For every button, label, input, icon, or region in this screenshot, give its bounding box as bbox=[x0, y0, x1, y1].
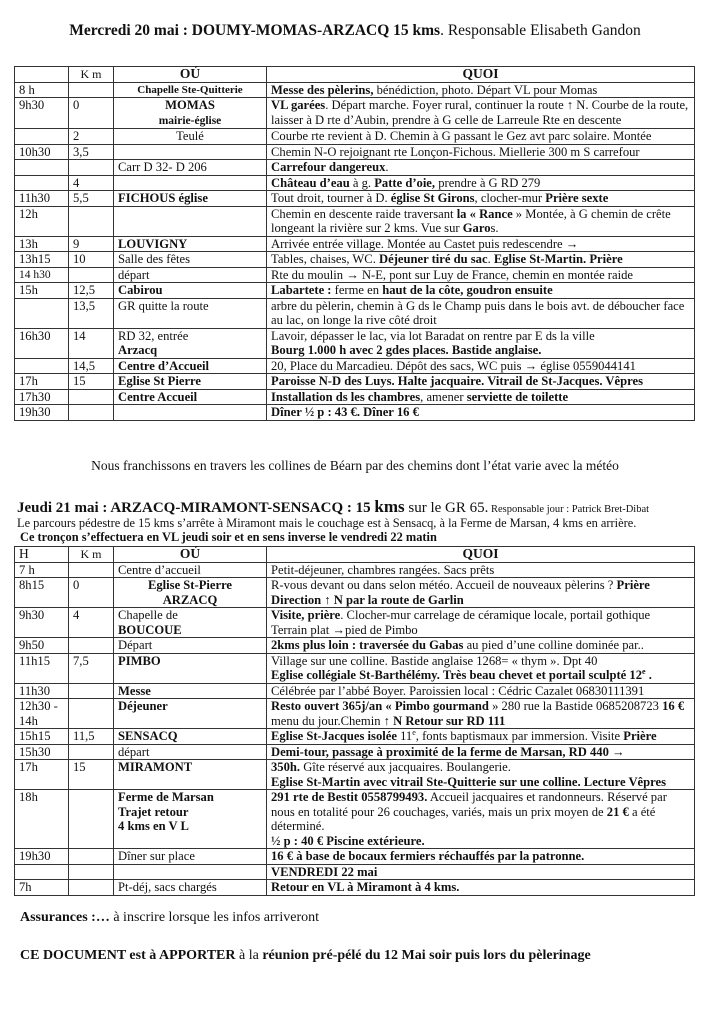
cell-km bbox=[69, 790, 114, 849]
text-run: Déjeuner tiré du sac bbox=[379, 252, 488, 266]
cell-time: 19h30 bbox=[15, 849, 69, 865]
table-row bbox=[15, 206, 695, 236]
header-km: K m bbox=[69, 547, 114, 563]
table-row bbox=[15, 82, 695, 98]
cell-km bbox=[69, 699, 114, 729]
cell-description bbox=[267, 206, 695, 236]
cell-time: 11h15 bbox=[15, 653, 69, 683]
cell-location bbox=[114, 578, 267, 608]
text-run: CE DOCUMENT est à APPORTER bbox=[20, 948, 236, 963]
cell-time: 11h30 bbox=[15, 683, 69, 699]
table-row bbox=[15, 578, 695, 608]
cell-location bbox=[114, 206, 267, 236]
cell-location bbox=[114, 849, 267, 865]
text-run: Assurances :… bbox=[20, 910, 110, 925]
text-run: Paroisse N-D des Luys. Halte jacquaire. Vitrail de St-Jacques. Vêpres bbox=[271, 374, 643, 388]
text-run: 16 € bbox=[662, 699, 685, 713]
cell-km: 14,5 bbox=[69, 358, 114, 374]
text-run: Teulé bbox=[176, 129, 204, 143]
text-run: Courbe rte revient à D. Chemin à G passant le Gez avt parc solaire. Montée bbox=[271, 129, 652, 143]
table-row bbox=[15, 144, 695, 160]
text-run: Départ bbox=[118, 638, 153, 652]
cell-description bbox=[267, 298, 695, 328]
cell-description bbox=[267, 267, 695, 283]
table-header-row bbox=[15, 67, 695, 83]
cell-time bbox=[15, 358, 69, 374]
table-row bbox=[15, 405, 695, 421]
text-run: Eglise St-Jacques isolée bbox=[271, 729, 397, 743]
cell-time: 13h15 bbox=[15, 252, 69, 268]
cell-km bbox=[69, 880, 114, 896]
cell-description bbox=[267, 374, 695, 390]
text-run: R-vous devant ou dans selon météo. Accueil de nouveaux pèlerins ? bbox=[271, 578, 617, 592]
text-run: Demi-tour, passage à proximité de la ferme de Marsan, RD 440 bbox=[271, 744, 609, 759]
text-run: 350h. bbox=[271, 760, 301, 774]
text-run: 4 kms en V L bbox=[118, 819, 189, 833]
text-run: 2kms plus loin : traversée du Gabas bbox=[271, 638, 464, 652]
table-row bbox=[15, 608, 695, 638]
cell-description bbox=[267, 283, 695, 299]
table-row bbox=[15, 683, 695, 699]
cell-time: 8 h bbox=[15, 82, 69, 98]
cell-location bbox=[114, 608, 267, 638]
cell-time: 12h bbox=[15, 206, 69, 236]
text-run: Pt-déj, sacs chargés bbox=[118, 880, 217, 894]
text-run: . bbox=[385, 160, 389, 174]
text-run: bénédiction, photo. Départ VL pour Momas bbox=[373, 82, 598, 97]
day2-schedule-table bbox=[14, 546, 695, 896]
cell-location bbox=[114, 175, 267, 191]
text-run: départ bbox=[118, 267, 150, 282]
cell-km: 11,5 bbox=[69, 729, 114, 745]
cell-km bbox=[69, 82, 114, 98]
table-row bbox=[15, 653, 695, 683]
cell-location bbox=[114, 374, 267, 390]
cell-location bbox=[114, 699, 267, 729]
text-run: Petit-déjeuner, chambres rangées. Sacs prêts bbox=[271, 562, 495, 577]
table-row bbox=[15, 191, 695, 207]
text-run: Dîner ½ p : 43 €. Dîner 16 € bbox=[271, 405, 419, 419]
cell-km bbox=[69, 864, 114, 880]
cell-location bbox=[114, 729, 267, 745]
day1-schedule-table bbox=[14, 66, 695, 421]
text-run: » 280 rue la Bastide 0685208723 bbox=[488, 699, 663, 713]
cell-description bbox=[267, 358, 695, 374]
header-km: K m bbox=[69, 67, 114, 83]
day2-note: Ce tronçon s’effectuera en VL jeudi soir et en sens inverse le vendredi 22 matin bbox=[20, 530, 437, 544]
text-run: Carr D 32- D 206 bbox=[118, 160, 207, 174]
cell-location bbox=[114, 864, 267, 880]
text-run: N Retour sur RD 111 bbox=[393, 713, 506, 728]
table-row bbox=[15, 358, 695, 374]
cell-description bbox=[267, 175, 695, 191]
text-run: Déjeuner bbox=[118, 699, 168, 713]
header-quoi: QUOI bbox=[267, 67, 695, 83]
text-run: Tout droit, tourner à D. bbox=[271, 191, 391, 205]
cell-location bbox=[114, 760, 267, 790]
cell-description bbox=[267, 638, 695, 654]
table-row bbox=[15, 252, 695, 268]
text-run: Messe des pèlerins, bbox=[271, 82, 374, 97]
cell-description bbox=[267, 744, 695, 760]
text-run: VENDREDI 22 mai bbox=[271, 864, 378, 879]
text-run: Mercredi 20 mai : DOUMY-MOMAS-ARZACQ 15 kms bbox=[69, 22, 441, 39]
day2-intro: Le parcours pédestre de 15 kms s’arrête à Miramont mais le couchage est à Sensacq, à la Ferme de Marsan, 4 kms en arrière. bbox=[17, 516, 637, 530]
cell-description bbox=[267, 864, 695, 880]
cell-description bbox=[267, 82, 695, 98]
cell-location bbox=[114, 252, 267, 268]
text-run: ARZACQ bbox=[162, 592, 218, 607]
text-run: » Montée, à G chemin de crête longeant la rivière sur 2 kms. Vue sur bbox=[271, 206, 671, 235]
cell-description bbox=[267, 144, 695, 160]
cell-km: 15 bbox=[69, 374, 114, 390]
text-run: Cabirou bbox=[118, 283, 163, 297]
text-run: à g. bbox=[349, 175, 375, 190]
text-run: à inscrire lorsque les infos arriveront bbox=[109, 910, 319, 925]
table-row bbox=[15, 267, 695, 283]
cell-km: 5,5 bbox=[69, 191, 114, 207]
text-run: Garo bbox=[462, 221, 491, 235]
cell-description bbox=[267, 252, 695, 268]
table-row bbox=[15, 283, 695, 299]
text-run: Gîte réservé aux jacquaires. Boulangerie. bbox=[300, 760, 511, 774]
text-run: Visite, prière bbox=[271, 608, 341, 622]
table-row bbox=[15, 389, 695, 405]
cell-location bbox=[114, 298, 267, 328]
text-run: ferme en bbox=[331, 283, 383, 297]
text-run: → bbox=[608, 744, 625, 759]
table-row bbox=[15, 328, 695, 358]
text-run: Labartete : bbox=[271, 283, 332, 297]
cell-description bbox=[267, 405, 695, 421]
day2-title bbox=[17, 497, 649, 517]
text-run: menu du jour.Chemin ↑ bbox=[271, 713, 394, 728]
cell-location bbox=[114, 790, 267, 849]
cell-description bbox=[267, 562, 695, 578]
text-run: Eglise St-Martin avec vitrail Ste-Quitterie sur une colline. Lecture Vêpres bbox=[271, 774, 666, 789]
text-run: Retour en VL à Miramont à 4 kms. bbox=[271, 880, 460, 894]
day2-title-rest: sur le GR 65. bbox=[404, 500, 489, 516]
cell-time: 16h30 bbox=[15, 328, 69, 358]
text-run: a été déterminé. bbox=[271, 804, 656, 833]
text-run: Célébrée par l’abbé Boyer. Paroissien local : Cédric Cazalet 06830111391 bbox=[271, 683, 645, 698]
text-run: LOUVIGNY bbox=[118, 236, 188, 251]
table-row bbox=[15, 760, 695, 790]
text-run: Trajet retour bbox=[118, 804, 189, 819]
text-run: PIMBO bbox=[118, 653, 161, 668]
text-run: . Responsable Elisabeth Gandon bbox=[440, 22, 641, 39]
cell-km bbox=[69, 267, 114, 283]
cell-location bbox=[114, 267, 267, 283]
cell-time: 17h30 bbox=[15, 389, 69, 405]
table-row bbox=[15, 562, 695, 578]
cell-time: 9h30 bbox=[15, 98, 69, 129]
header-ou: OÚ bbox=[114, 547, 267, 563]
text-run: Château d’eau bbox=[271, 175, 350, 190]
table-row bbox=[15, 864, 695, 880]
text-run: Ferme de Marsan bbox=[118, 790, 214, 804]
text-run: église St Girons bbox=[390, 191, 475, 205]
cell-description bbox=[267, 608, 695, 638]
cell-time: 15h15 bbox=[15, 729, 69, 745]
header-time: H bbox=[15, 547, 69, 563]
cell-location bbox=[114, 638, 267, 654]
cell-time: 11h30 bbox=[15, 191, 69, 207]
text-run: . Départ marche. Foyer rural, continuer la route ↑ N. Courbe de la route, laisser à D rte d’Aubin, prendre à G celle de Larreule Rte en descente bbox=[271, 98, 689, 127]
text-run: BOUCOUE bbox=[118, 622, 182, 637]
text-run: Accueil jacquaires et randonneurs. Réservé par nous en totalité pour 26 couchages, variés, mais un prix moyen de bbox=[271, 790, 667, 819]
day1-title bbox=[0, 22, 710, 40]
cell-km bbox=[69, 389, 114, 405]
cell-location bbox=[114, 236, 267, 252]
header-quoi: QUOI bbox=[267, 547, 695, 563]
cell-km: 3,5 bbox=[69, 144, 114, 160]
text-run: Terrain plat →pied de Pimbo bbox=[271, 622, 418, 637]
cell-time bbox=[15, 175, 69, 191]
cell-description bbox=[267, 389, 695, 405]
text-run: , clocher-mur bbox=[474, 191, 546, 205]
text-run: Centre Accueil bbox=[118, 389, 198, 404]
cell-time: 15h30 bbox=[15, 744, 69, 760]
text-run: Chapelle Ste-Quitterie bbox=[137, 83, 243, 96]
cell-km: 15 bbox=[69, 760, 114, 790]
cell-km bbox=[69, 744, 114, 760]
text-run: . bbox=[487, 252, 494, 266]
cell-km: 14 bbox=[69, 328, 114, 358]
cell-location bbox=[114, 328, 267, 358]
cell-km: 2 bbox=[69, 129, 114, 145]
text-run: Eglise collégiale St-Barthélémy. Très beau chevet et portail sculpté 12 bbox=[271, 668, 642, 682]
cell-time: 10h30 bbox=[15, 144, 69, 160]
table-header-row bbox=[15, 547, 695, 563]
cell-km bbox=[69, 683, 114, 699]
text-run: Salle des fêtes bbox=[118, 252, 191, 266]
text-run: Chapelle de bbox=[118, 608, 178, 622]
cell-km: 0 bbox=[69, 98, 114, 129]
table-row bbox=[15, 729, 695, 745]
cell-km: 12,5 bbox=[69, 283, 114, 299]
text-run: MOMAS bbox=[165, 98, 215, 112]
cell-km: 4 bbox=[69, 175, 114, 191]
text-run: Prière sexte bbox=[545, 191, 609, 205]
text-run: e bbox=[642, 666, 646, 676]
cell-time bbox=[15, 298, 69, 328]
cell-location bbox=[114, 144, 267, 160]
text-run: départ bbox=[118, 744, 150, 759]
text-run: Arrivée entrée village. Montée au Castet puis redescendre → bbox=[271, 236, 579, 251]
cell-time: 13h bbox=[15, 236, 69, 252]
cell-km: 13,5 bbox=[69, 298, 114, 328]
text-run: , amener bbox=[420, 389, 467, 404]
cell-description bbox=[267, 129, 695, 145]
cell-location bbox=[114, 880, 267, 896]
table-row bbox=[15, 880, 695, 896]
text-run: à la bbox=[235, 948, 263, 963]
assurances-note bbox=[20, 910, 319, 926]
cell-location bbox=[114, 191, 267, 207]
text-run: Chemin en descente raide traversant bbox=[271, 206, 457, 221]
table-row bbox=[15, 160, 695, 176]
table-row bbox=[15, 175, 695, 191]
cell-description bbox=[267, 653, 695, 683]
cell-time: 7h bbox=[15, 880, 69, 896]
cell-km: 9 bbox=[69, 236, 114, 252]
cell-time: 15h bbox=[15, 283, 69, 299]
text-run: Prière bbox=[616, 578, 650, 592]
cell-description bbox=[267, 729, 695, 745]
cell-km bbox=[69, 638, 114, 654]
text-run: Centre d’accueil bbox=[118, 562, 201, 577]
day2-title-kms: kms bbox=[374, 497, 405, 516]
text-run: SENSACQ bbox=[118, 729, 178, 743]
text-run: réunion pré-pélé du 12 Mai soir puis lors du pèlerinage bbox=[262, 948, 591, 963]
table-row bbox=[15, 744, 695, 760]
table-row bbox=[15, 849, 695, 865]
cell-km: 10 bbox=[69, 252, 114, 268]
cell-time: 7 h bbox=[15, 562, 69, 578]
cell-description bbox=[267, 790, 695, 849]
text-run: Arzacq bbox=[118, 343, 158, 357]
cell-location bbox=[114, 389, 267, 405]
text-run: Messe bbox=[118, 683, 151, 698]
text-run: prendre à G RD 279 bbox=[435, 175, 541, 190]
cell-time: 18h bbox=[15, 790, 69, 849]
cell-location bbox=[114, 283, 267, 299]
cell-time: 17h bbox=[15, 374, 69, 390]
text-run: au pied d’une colline dominée par.. bbox=[463, 638, 644, 652]
text-run: Chemin N-O rejoignant rte Lonçon-Fichous. Miellerie 300 m S carrefour bbox=[271, 144, 640, 159]
text-run: . Clocher-mur carrelage de céramique locale, portail gothique bbox=[340, 608, 651, 622]
text-run: 21 € bbox=[606, 804, 629, 819]
cell-time: 9h30 bbox=[15, 608, 69, 638]
text-run: 291 rte de Bestit 0558799493. bbox=[271, 790, 428, 804]
text-run: Eglise St-Pierre bbox=[147, 578, 233, 592]
cell-location bbox=[114, 405, 267, 421]
cell-description bbox=[267, 760, 695, 790]
document-reminder bbox=[20, 948, 591, 964]
cell-time bbox=[15, 864, 69, 880]
table-row bbox=[15, 236, 695, 252]
cell-km bbox=[69, 206, 114, 236]
text-run: 20, Place du Marcadieu. Dépôt des sacs, WC puis → église 0559044141 bbox=[271, 358, 636, 373]
cell-location bbox=[114, 98, 267, 129]
cell-km: 7,5 bbox=[69, 653, 114, 683]
cell-km bbox=[69, 562, 114, 578]
table-row bbox=[15, 298, 695, 328]
cell-description bbox=[267, 699, 695, 729]
text-run: Installation ds les chambres bbox=[271, 389, 421, 404]
cell-location bbox=[114, 160, 267, 176]
text-run: e bbox=[412, 727, 416, 737]
cell-time: 17h bbox=[15, 760, 69, 790]
cell-km: 0 bbox=[69, 578, 114, 608]
text-run: , fonts baptismaux par immersion. Visite bbox=[415, 729, 624, 743]
text-run: VL garées bbox=[271, 98, 326, 112]
text-run: . bbox=[645, 668, 652, 682]
table-row bbox=[15, 638, 695, 654]
table-row bbox=[15, 129, 695, 145]
text-run: Village sur une colline. Bastide anglaise 1268= « thym ». Dpt 40 bbox=[271, 653, 598, 668]
cell-km bbox=[69, 160, 114, 176]
cell-description bbox=[267, 683, 695, 699]
text-run: Dîner sur place bbox=[118, 849, 195, 863]
cell-location bbox=[114, 358, 267, 374]
header-ou: OÚ bbox=[114, 67, 267, 83]
cell-description bbox=[267, 236, 695, 252]
cell-time: 12h30 - 14h bbox=[15, 699, 69, 729]
text-run: la « Rance bbox=[456, 206, 513, 221]
cell-time: 8h15 bbox=[15, 578, 69, 608]
cell-location bbox=[114, 82, 267, 98]
text-run: Direction ↑ N par la route de Garlin bbox=[271, 592, 464, 607]
cell-location bbox=[114, 129, 267, 145]
cell-description bbox=[267, 328, 695, 358]
cell-time: 19h30 bbox=[15, 405, 69, 421]
text-run: Carrefour dangereux bbox=[271, 160, 386, 174]
cell-time bbox=[15, 160, 69, 176]
day2-responsable: Responsable jour : Patrick Bret-Dibat bbox=[488, 504, 650, 515]
text-run: 16 € à base de bocaux fermiers réchauffés par la patronne. bbox=[271, 849, 585, 863]
table-row bbox=[15, 790, 695, 849]
cell-location bbox=[114, 744, 267, 760]
cell-description bbox=[267, 98, 695, 129]
cell-description bbox=[267, 849, 695, 865]
table-row bbox=[15, 699, 695, 729]
cell-description bbox=[267, 160, 695, 176]
cell-km bbox=[69, 849, 114, 865]
cell-location bbox=[114, 683, 267, 699]
text-run: GR quitte la route bbox=[118, 298, 209, 313]
cell-description bbox=[267, 880, 695, 896]
text-run: Centre d’Accueil bbox=[118, 358, 210, 373]
cell-km bbox=[69, 405, 114, 421]
table-row bbox=[15, 374, 695, 390]
text-run: serviette de toilette bbox=[466, 389, 569, 404]
text-run: Patte d’oie, bbox=[374, 175, 436, 190]
cell-description bbox=[267, 191, 695, 207]
text-run: FICHOUS église bbox=[118, 191, 208, 205]
cell-location bbox=[114, 562, 267, 578]
cell-time: 9h50 bbox=[15, 638, 69, 654]
text-run: Resto ouvert 365j/an « Pimbo gourmand bbox=[271, 699, 489, 713]
table-row bbox=[15, 98, 695, 129]
text-run: 11 bbox=[396, 729, 413, 743]
text-run: Tables, chaises, WC. bbox=[271, 252, 380, 266]
text-run: Bourg 1.000 h avec 2 gdes places. Bastide anglaise. bbox=[271, 343, 542, 357]
text-run: arbre du pèlerin, chemin à G ds le Champ puis dans le bois avt. de déboucher face au lac, on longe la rive côté droit bbox=[271, 298, 685, 327]
text-run: haut de la côte, goudron ensuite bbox=[382, 283, 553, 297]
text-run: mairie-église bbox=[158, 114, 222, 127]
text-run: Prière bbox=[623, 729, 657, 743]
text-run: MIRAMONT bbox=[118, 760, 193, 774]
text-run: ½ p : 40 € Piscine extérieure. bbox=[271, 833, 425, 848]
text-run: Eglise St Pierre bbox=[118, 374, 202, 388]
cell-location bbox=[114, 653, 267, 683]
day1-note: Nous franchissons en travers les collines de Béarn par des chemins dont l’état varie avec la météo bbox=[91, 458, 619, 473]
cell-time bbox=[15, 129, 69, 145]
text-run: Rte du moulin → N-E, pont sur Luy de France, chemin en montée raide bbox=[271, 267, 633, 282]
text-run: RD 32, entrée bbox=[118, 328, 189, 343]
text-run: Eglise St-Martin. Prière bbox=[493, 252, 623, 266]
text-run: Lavoir, dépasser le lac, via lot Baradat on rentre par E ds la ville bbox=[271, 328, 595, 343]
cell-description bbox=[267, 578, 695, 608]
header-time bbox=[15, 67, 69, 83]
text-run: s. bbox=[490, 221, 499, 235]
day2-title-main: Jeudi 21 mai : ARZACQ-MIRAMONT-SENSACQ : 15 bbox=[17, 500, 375, 516]
cell-time: 14 h30 bbox=[15, 267, 69, 283]
cell-km: 4 bbox=[69, 608, 114, 638]
